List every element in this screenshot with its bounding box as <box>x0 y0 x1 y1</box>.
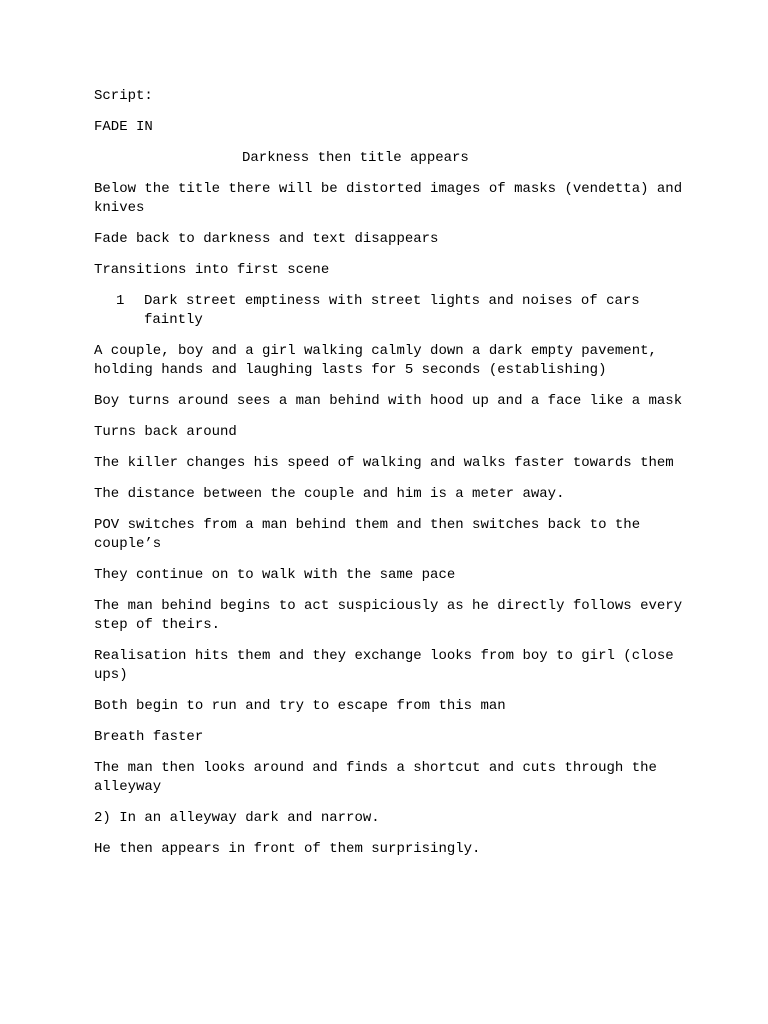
scene-one-text: Dark street emptiness with street lights and noises of cars faintly <box>144 293 640 328</box>
script-paragraph: Both begin to run and try to escape from this man <box>94 698 506 714</box>
script-paragraph: Transitions into first scene <box>94 262 330 278</box>
script-paragraph: Breath faster <box>94 729 204 745</box>
script-paragraph: Boy turns around sees a man behind with hood up and a face like a mask <box>94 393 683 409</box>
script-paragraph: The distance between the couple and him is a meter away. <box>94 486 565 502</box>
script-paragraph: The man then looks around and finds a shortcut and cuts through the alleyway <box>94 760 657 795</box>
script-paragraph: They continue on to walk with the same pace <box>94 567 456 583</box>
script-paragraph: Realisation hits them and they exchange looks from boy to girl (close ups) <box>94 648 674 683</box>
script-paragraph: Turns back around <box>94 424 237 440</box>
scene-transition: FADE IN <box>94 119 153 135</box>
script-paragraph: A couple, boy and a girl walking calmly down a dark empty pavement, holding hands and laughing lasts for 5 seconds (establishing) <box>94 343 657 378</box>
script-paragraph: Below the title there will be distorted images of masks (vendetta) and knives <box>94 181 683 216</box>
script-paragraph: He then appears in front of them surprisingly. <box>94 841 481 857</box>
title-direction: Darkness then title appears <box>242 150 469 166</box>
script-paragraph: The man behind begins to act suspiciously as he directly follows every step of theirs. <box>94 598 683 633</box>
list-number: 1 <box>116 293 125 309</box>
scene-one-item <box>94 292 694 330</box>
script-body <box>94 87 694 871</box>
script-heading: Script: <box>94 88 153 104</box>
script-paragraph: POV switches from a man behind them and then switches back to the couple’s <box>94 517 641 552</box>
script-paragraph: The killer changes his speed of walking and walks faster towards them <box>94 455 674 471</box>
script-paragraph: Fade back to darkness and text disappears <box>94 231 439 247</box>
scene-two-heading: 2) In an alleyway dark and narrow. <box>94 810 380 826</box>
